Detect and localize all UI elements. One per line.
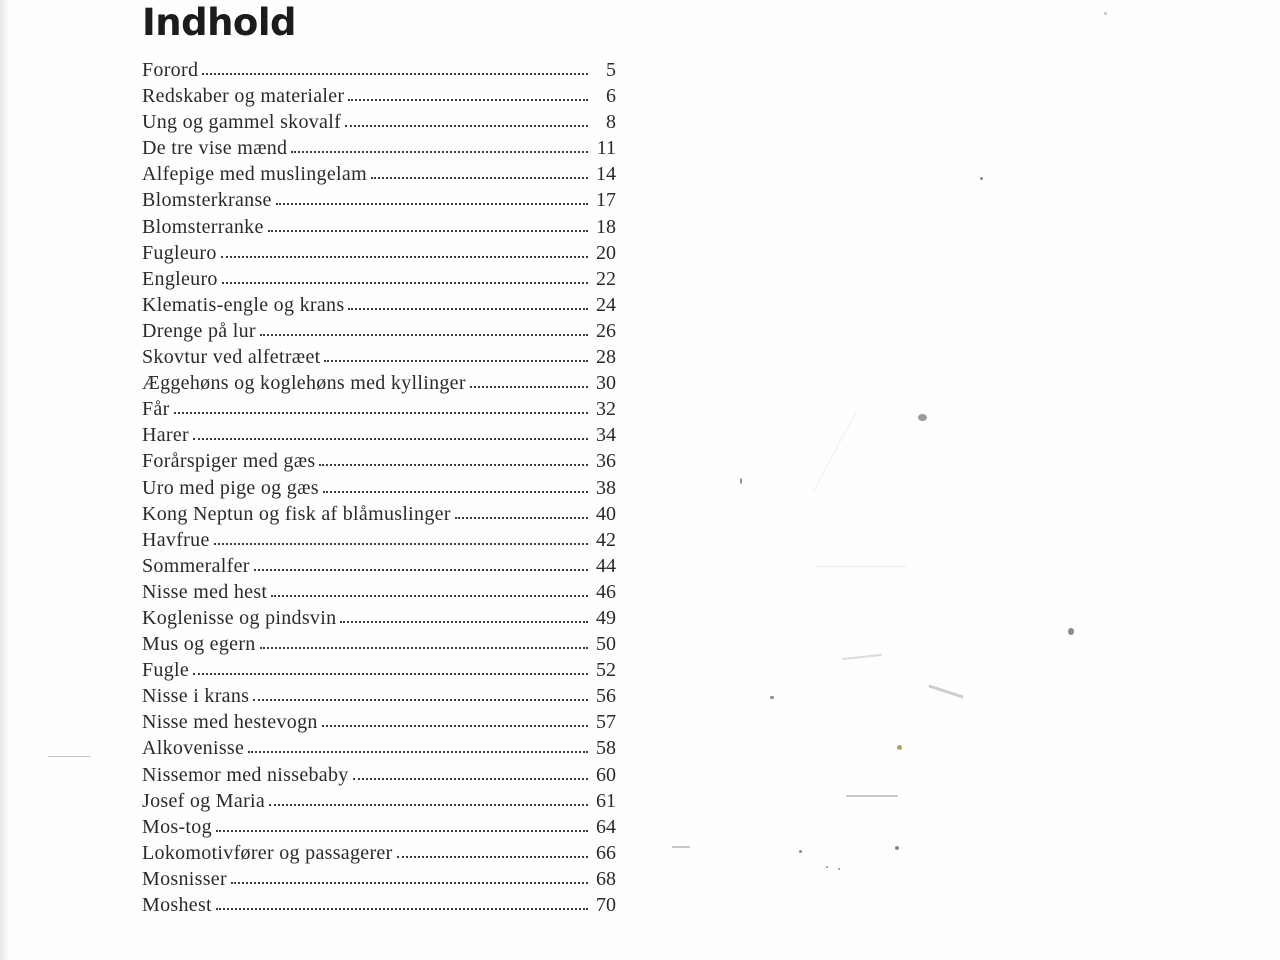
toc-entry-title: Sommeralfer [142, 554, 250, 577]
dot-leader [470, 381, 588, 388]
toc-entry [142, 187, 616, 213]
toc-entry-page-number: 56 [596, 685, 616, 708]
dot-leader [323, 486, 588, 493]
toc-entry [142, 527, 616, 553]
toc-entry-page-number: 50 [596, 633, 616, 656]
dot-leader [221, 251, 588, 258]
toc-entry-title: Redskaber og materialer [142, 85, 345, 108]
toc-entry-page-number: 58 [596, 737, 616, 760]
toc-entry-page-number: 49 [596, 606, 616, 629]
toc-entry [142, 57, 616, 83]
toc-entry [142, 814, 616, 840]
toc-entry-page-number: 60 [596, 763, 616, 786]
dot-leader [260, 329, 588, 336]
speck [838, 868, 840, 870]
toc-entry-title: Nisse med hestevogn [142, 711, 318, 734]
toc-entry-title: Moshest [142, 894, 212, 916]
dot-leader [371, 172, 588, 179]
dot-leader [271, 590, 588, 597]
toc-entry-page-number: 34 [596, 424, 616, 447]
page-title: Indhold [142, 1, 297, 44]
toc-entry-page-number: 24 [596, 293, 616, 316]
dot-leader [353, 773, 588, 780]
dot-leader [260, 642, 588, 649]
toc-entry-title: Nissemor med nissebaby [142, 763, 349, 786]
toc-entry-title: Drenge på lur [142, 319, 256, 342]
toc-entry [142, 83, 616, 109]
toc-entry-page-number: 8 [606, 111, 616, 134]
dot-leader [174, 407, 588, 414]
dot-leader [193, 668, 588, 675]
dot-leader [248, 746, 588, 753]
toc-entry-page-number: 44 [596, 554, 616, 577]
toc-entry [142, 448, 616, 474]
table-of-contents [142, 57, 616, 918]
toc-entry-page-number: 26 [596, 319, 616, 342]
scratch [48, 756, 90, 757]
toc-entry [142, 657, 616, 683]
scratch [672, 846, 690, 848]
toc-entry-title: Havfrue [142, 528, 210, 551]
toc-entry-page-number: 6 [606, 85, 616, 108]
dot-leader [253, 694, 588, 701]
dot-leader [291, 146, 588, 153]
toc-entry-title: Nisse i krans [142, 685, 250, 708]
toc-entry-title: Blomsterranke [142, 215, 264, 238]
toc-entry-title: Harer [142, 424, 190, 447]
dot-leader [216, 825, 588, 832]
toc-entry [142, 762, 616, 788]
toc-entry [142, 292, 616, 318]
toc-entry-page-number: 57 [596, 711, 616, 734]
toc-entry-page-number: 18 [596, 215, 616, 238]
dot-leader [254, 564, 588, 571]
toc-entry [142, 892, 616, 918]
speck [1104, 12, 1107, 15]
speck [918, 414, 927, 421]
toc-entry-page-number: 17 [596, 189, 616, 212]
toc-entry [142, 683, 616, 709]
toc-entry [142, 475, 616, 501]
toc-entry [142, 866, 616, 892]
speck [740, 478, 742, 484]
toc-entry [142, 135, 616, 161]
scratch [842, 654, 882, 660]
toc-entry-page-number: 52 [596, 659, 616, 682]
toc-entry-title: Lokomotivfører og passagerer [142, 841, 393, 864]
dot-leader [222, 277, 588, 284]
dot-leader [322, 720, 588, 727]
toc-entry [142, 631, 616, 657]
dot-leader [397, 851, 588, 858]
dot-leader [202, 68, 588, 75]
toc-entry-page-number: 32 [596, 398, 616, 421]
speck [895, 846, 899, 850]
toc-entry-page-number: 66 [596, 841, 616, 864]
toc-entry-title: Blomsterkranse [142, 189, 272, 212]
dot-leader [216, 903, 588, 910]
toc-entry [142, 735, 616, 761]
dot-leader [231, 877, 588, 884]
toc-entry-title: Alfepige med muslingelam [142, 163, 367, 186]
toc-entry-title: Alkovenisse [142, 737, 245, 760]
dot-leader [268, 225, 588, 232]
toc-entry-title: Mus og egern [142, 633, 256, 656]
toc-entry [142, 109, 616, 135]
toc-entry [142, 709, 616, 735]
toc-entry-title: Får [142, 398, 170, 421]
toc-entry-title: Koglenisse og pindsvin [142, 606, 337, 629]
toc-entry-title: Mosnisser [142, 867, 227, 890]
toc-entry [142, 396, 616, 422]
toc-entry-title: Josef og Maria [142, 789, 266, 812]
dot-leader [455, 512, 588, 519]
toc-entry [142, 214, 616, 240]
toc-entry-title: Mos-tog [142, 815, 212, 838]
toc-entry-page-number: 64 [596, 815, 616, 838]
dot-leader [276, 198, 588, 205]
toc-entry-title: Fugleuro [142, 241, 217, 264]
toc-entry-title: Forårspiger med gæs [142, 450, 316, 473]
scratch [816, 566, 906, 567]
toc-entry-page-number: 30 [596, 372, 616, 395]
dot-leader [348, 94, 588, 101]
speck [799, 850, 802, 853]
toc-entry [142, 788, 616, 814]
page-edge-shadow [0, 0, 10, 960]
toc-entry-title: Nisse med hest [142, 580, 268, 603]
toc-entry-page-number: 68 [596, 867, 616, 890]
toc-entry-page-number: 20 [596, 241, 616, 264]
dot-leader [269, 799, 588, 806]
toc-entry-title: De tre vise mænd [142, 137, 288, 160]
scratch [814, 411, 857, 491]
dot-leader [348, 303, 588, 310]
scratch [846, 795, 898, 797]
toc-entry [142, 370, 616, 396]
dot-leader [319, 459, 588, 466]
toc-entry-page-number: 40 [596, 502, 616, 525]
dot-leader [324, 355, 588, 362]
dot-leader [214, 538, 588, 545]
toc-entry-page-number: 70 [596, 894, 616, 916]
toc-entry-title: Ung og gammel skovalf [142, 111, 342, 134]
toc-entry [142, 553, 616, 579]
dot-leader [193, 433, 588, 440]
toc-entry [142, 161, 616, 187]
toc-entry-page-number: 11 [596, 137, 616, 160]
toc-entry [142, 344, 616, 370]
toc-entry-page-number: 38 [596, 476, 616, 499]
toc-entry-page-number: 14 [596, 163, 616, 186]
toc-entry-page-number: 42 [596, 528, 616, 551]
toc-entry-title: Kong Neptun og fisk af blåmuslinger [142, 502, 451, 525]
toc-entry-title: Forord [142, 59, 199, 81]
speck [1068, 628, 1074, 635]
toc-entry [142, 840, 616, 866]
speck [826, 866, 828, 868]
toc-entry-title: Skovtur ved alfetræet [142, 346, 321, 369]
toc-entry [142, 318, 616, 344]
speck [770, 696, 774, 699]
toc-entry-title: Fugle [142, 659, 190, 682]
speck [897, 745, 902, 750]
toc-entry [142, 605, 616, 631]
dot-leader [345, 120, 588, 127]
speck [980, 177, 983, 180]
scratch [928, 685, 963, 699]
toc-entry-title: Engleuro [142, 267, 218, 290]
toc-entry-title: Klematis-engle og krans [142, 293, 345, 316]
toc-entry-page-number: 46 [596, 580, 616, 603]
toc-entry-page-number: 36 [596, 450, 616, 473]
toc-entry-page-number: 22 [596, 267, 616, 290]
toc-entry-page-number: 28 [596, 346, 616, 369]
toc-entry-title: Æggehøns og koglehøns med kyllinger [142, 372, 466, 395]
toc-entry [142, 501, 616, 527]
toc-entry-page-number: 5 [606, 59, 616, 81]
dot-leader [340, 616, 588, 623]
toc-entry [142, 266, 616, 292]
toc-entry [142, 422, 616, 448]
toc-entry [142, 240, 616, 266]
toc-entry [142, 579, 616, 605]
toc-entry-page-number: 61 [596, 789, 616, 812]
toc-entry-title: Uro med pige og gæs [142, 476, 319, 499]
